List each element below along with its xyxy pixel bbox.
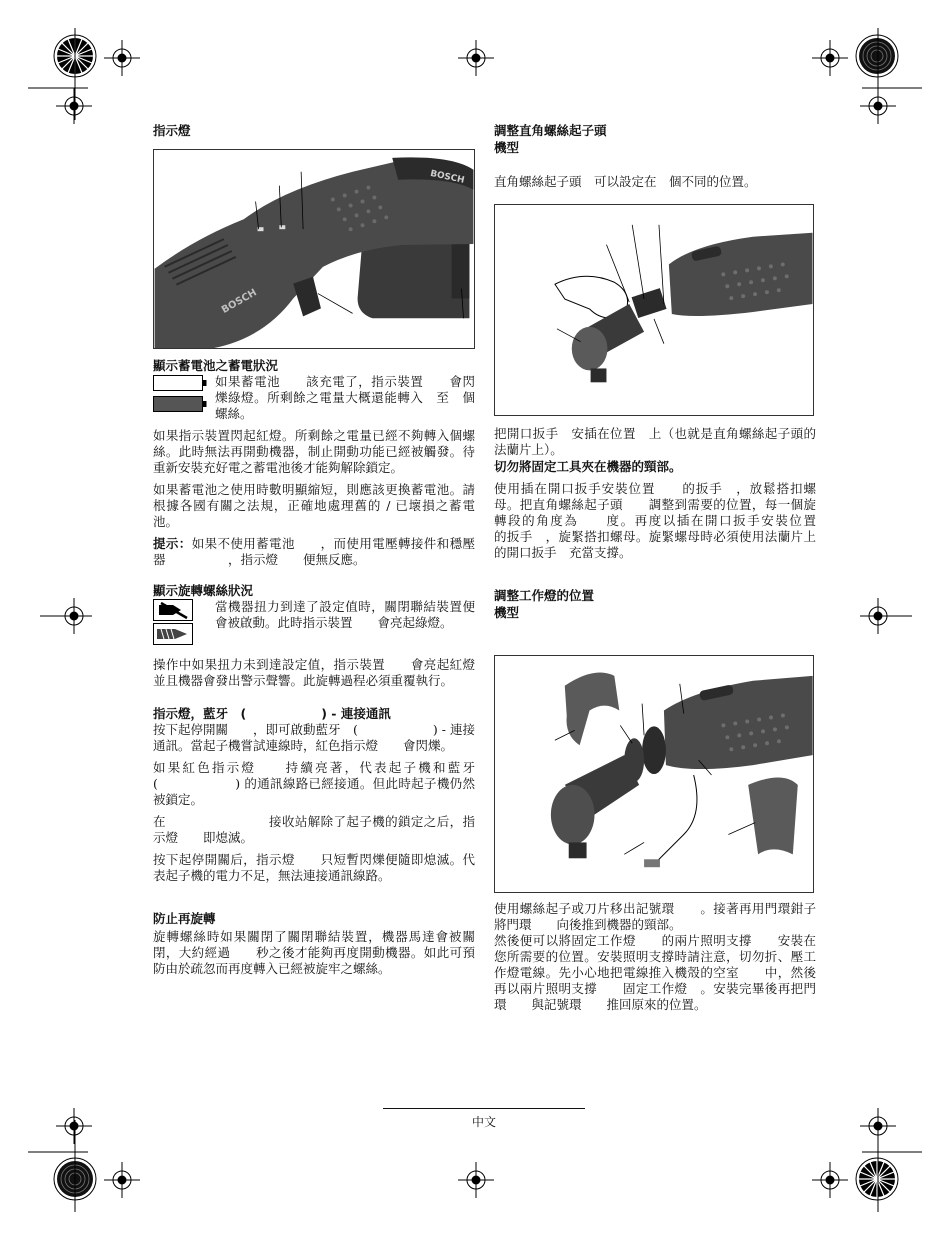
battery-icons xyxy=(153,374,207,413)
angle-head-warning: 切勿將固定工具夾在機器的頸部。 xyxy=(494,459,682,474)
anti-rotation-paragraph: 旋轉螺絲時如果關閉了關閉聯結裝置，機器馬達會被關閉，大約經過 秒之後才能夠再度開動機器。如此可預防由於疏忽而再度轉入已經被旋牢之螺絲。 xyxy=(153,929,475,976)
screwing-status-row xyxy=(153,599,475,645)
bluetooth-paragraph-3: 在 接收站解除了起子機的鎖定之后，指示燈 即熄滅。 xyxy=(153,814,475,845)
battery-status-paragraph-3: 如果蓄電池之使用時數明顯縮短，則應該更換蓄電池。請根據各國有關之法規，正確地處理舊的 / 已壞損之蓄電池。 xyxy=(153,482,475,529)
battery-status-heading: 顯示蓄電池之蓄電狀況 xyxy=(153,358,279,373)
angle-head-model-label: 機型 xyxy=(494,140,520,155)
angle-head-heading: 調整直角螺絲起子頭 xyxy=(494,123,607,138)
tool-indicator-illustration xyxy=(154,150,474,348)
tool-indicator-figure xyxy=(153,149,475,349)
battery-status-paragraph-1: 如果蓄電池 該充電了，指示裝置 會閃爍綠燈。所剩餘之電量大概還能轉入 至 個螺絲。 xyxy=(215,374,475,421)
angle-head-figure xyxy=(494,204,814,416)
indicator-heading: 指示燈 xyxy=(153,123,191,138)
angle-head-intro: 直角螺絲起子頭 可以設定在 個不同的位置。 xyxy=(494,174,757,189)
battery-note xyxy=(153,536,475,568)
work-light-paragraph-2: 然後便可以將固定工作燈 的兩片照明支撐 安裝在您所需要的位置。安裝照明支撐時請注意，切勿折、壓工作燈電線。先小心地把電線推入機殼的空室 中，然後再以兩片照明支撐 固定工作燈 。安裝完畢後再把門環 與記號環 推回原來的位置。 xyxy=(494,933,816,1012)
bluetooth-paragraph-2: 如果紅色指示燈 持續亮著，代表起子機和藍牙 ( ) 的通訊線路已經接通。但此時起子機仍然被鎖定。 xyxy=(153,760,488,807)
battery-status-row xyxy=(153,374,475,422)
screwing-status-paragraph-1: 當機器扭力到達了設定值時，關閉聯結裝置便會被啟動。此時指示裝置 會亮起綠燈。 xyxy=(215,599,475,630)
work-light-figure xyxy=(494,655,814,893)
anti-rotation-heading: 防止再旋轉 xyxy=(153,911,216,926)
left-column xyxy=(153,122,488,977)
battery-status-paragraph-2: 如果指示裝置閃起紅燈。所剩餘之電量已經不夠轉入個螺絲。此時無法再開動機器，制止開動功能已經被觸發。待重新安裝充好電之蓄電池後才能夠解除鎖定。 xyxy=(153,428,475,475)
work-light-illustration xyxy=(495,656,813,892)
work-light-heading: 調整工作燈的位置 xyxy=(494,588,595,603)
angle-head-paragraph-3: 使用插在開口扳手安裝位置 的扳手 ，放鬆搭扣螺母。把直角螺絲起子頭 調整到需要的位置，每一個旋轉段的角度為 度。再度以插在開口扳手安裝位置 的扳手 ，旋緊搭扣螺母。旋緊螺母時必須使用法蘭片上的開口扳手 充當支撐。 xyxy=(494,481,842,560)
battery-full-icon xyxy=(153,395,207,413)
bluetooth-heading: 指示燈，藍牙 ( ) - 連接通訊 xyxy=(153,706,391,721)
screwing-status-paragraph-2: 操作中如果扭力未到達設定值，指示裝置 會亮起紅燈並且機器會發出警示聲響。此旋轉過程必須重覆執行。 xyxy=(153,657,475,688)
bluetooth-paragraph-4: 按下起停開關后，指示燈 只短暫閃爍便隨即熄滅。代表起子機的電力不足，無法連接通訊線路。 xyxy=(153,852,475,883)
angle-head-illustration xyxy=(495,205,813,415)
screwing-status-heading: 顯示旋轉螺絲狀況 xyxy=(153,583,254,598)
angle-head-paragraph-2: 把開口扳手 安插在位置 上（也就是直角螺絲起子頭的法蘭片上）。 xyxy=(494,426,816,457)
screw-ok-icon xyxy=(153,623,193,645)
screw-blocked-icon xyxy=(153,599,193,621)
work-light-paragraph-1: 使用螺絲起子或刀片移出記號環 。接著再用門環鉗子將門環 向後推到機器的頸部。 xyxy=(494,901,816,932)
footer-rule xyxy=(383,1108,585,1109)
footer-language-label: 中文 xyxy=(471,1115,496,1129)
grip-brand-label: BOSCH xyxy=(219,287,259,316)
screw-icons xyxy=(153,599,207,645)
housing-brand-label: BOSCH xyxy=(429,168,466,186)
right-column xyxy=(494,122,842,1013)
battery-empty-icon xyxy=(153,374,207,392)
note-label: 提示： xyxy=(153,536,192,551)
note-text: 如果不使用蓄電池 ，而使用電壓轉接件和穩壓器 ，指示燈 便無反應。 xyxy=(153,536,475,567)
work-light-model-label: 機型 xyxy=(494,605,520,620)
bluetooth-paragraph-1: 按下起停開關 ，即可啟動藍牙 ( ) - 連接通訊。當起子機嘗試連線時，紅色指示燈 會閃爍。 xyxy=(153,722,475,753)
